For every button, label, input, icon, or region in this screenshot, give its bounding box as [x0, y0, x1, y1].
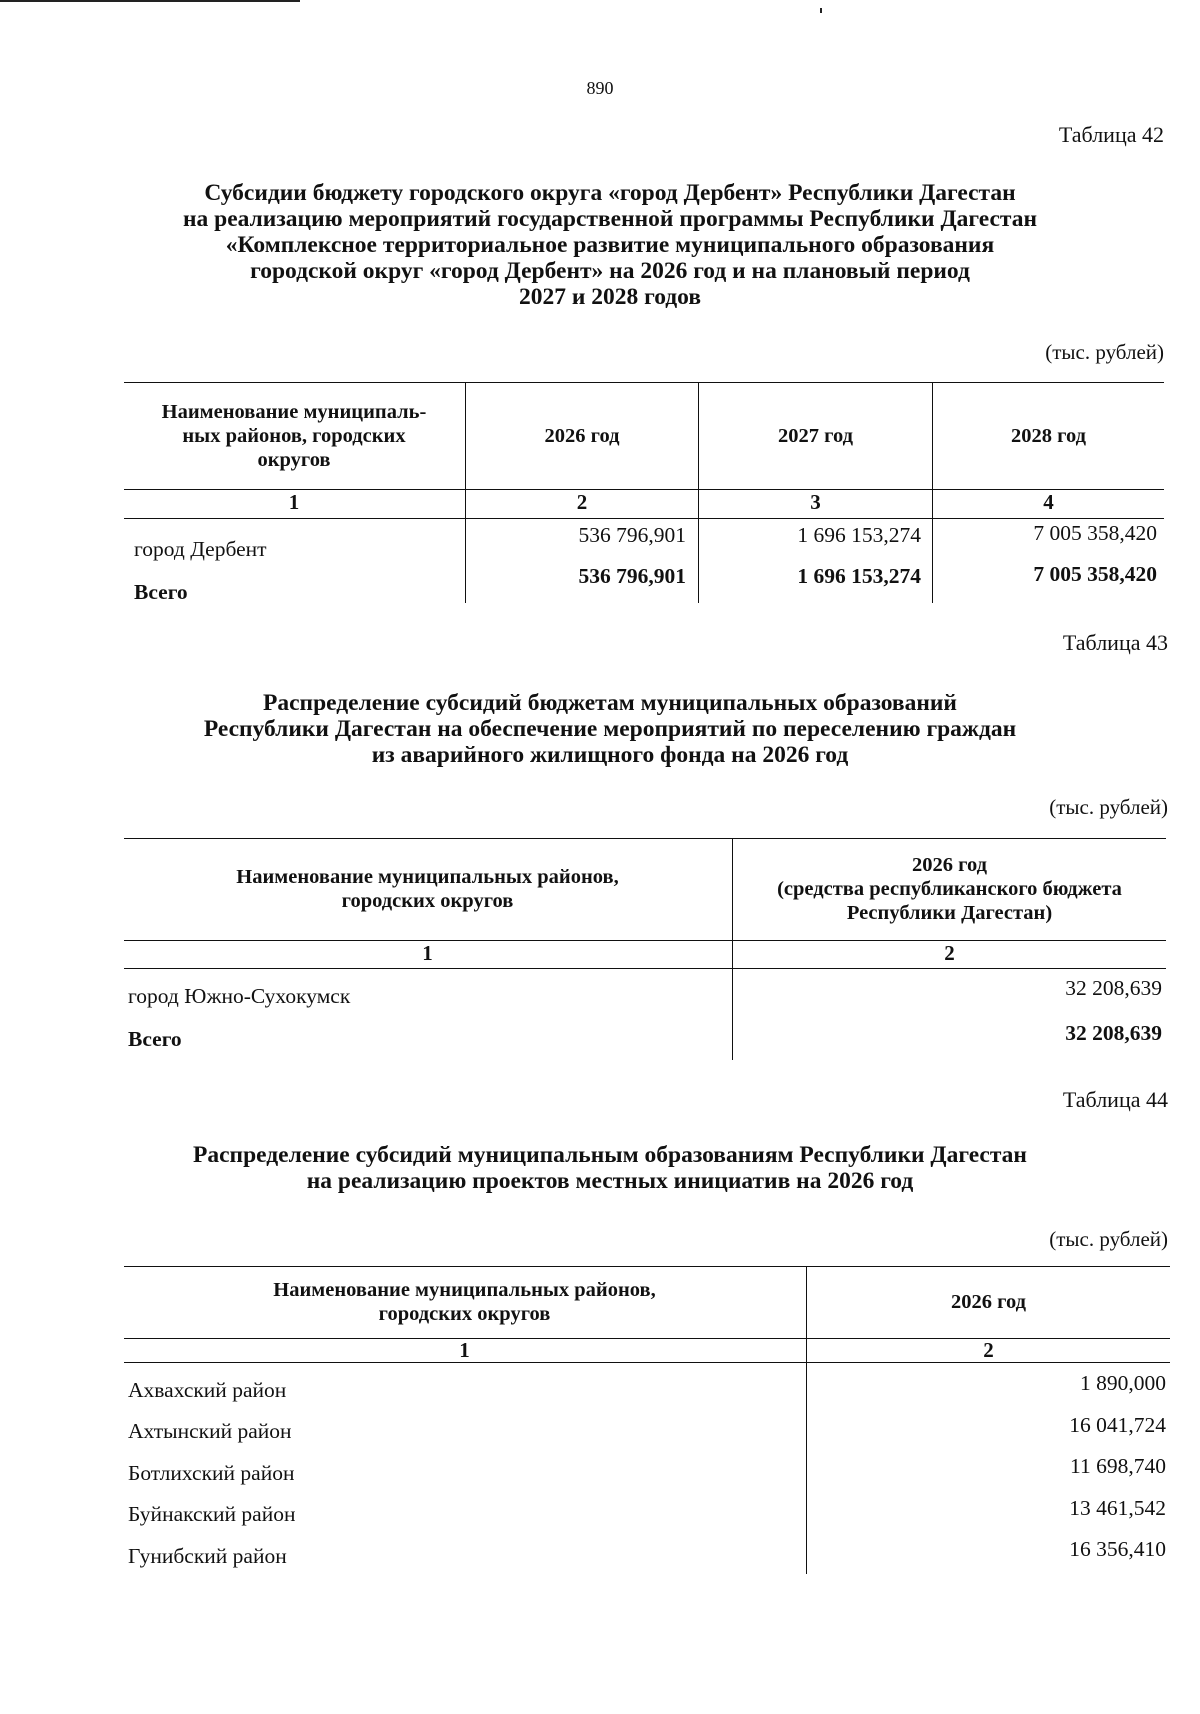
- column-number: 2: [576, 490, 588, 514]
- scan-artifact: [820, 8, 822, 13]
- row-value: 536 796,901: [578, 523, 686, 547]
- total-value: 536 796,901: [578, 564, 686, 588]
- row-name: Гунибский район: [128, 1544, 287, 1568]
- total-label: Всего: [134, 580, 188, 604]
- total-value: 32 208,639: [1065, 1021, 1162, 1045]
- column-header: Наименование муниципальных районов, городских округов: [273, 1279, 656, 1325]
- column-header: 2026 год: [544, 425, 620, 447]
- column-header: 2026 год (средства республиканского бюджета Республики Дагестан): [777, 854, 1122, 924]
- total-label: Всего: [128, 1027, 182, 1051]
- title-line: на реализацию мероприятий государственной программы Республики Дагестан: [183, 206, 1037, 232]
- title-line: «Комплексное территориальное развитие муниципального образования: [225, 232, 995, 258]
- row-value: 1 890,000: [1080, 1371, 1166, 1395]
- column-number: 1: [459, 1338, 470, 1362]
- column-number: 2: [944, 941, 955, 965]
- title-line: Субсидии бюджету городского округа «город Дербент» Республики Дагестан: [204, 180, 1016, 206]
- row-value: 11 698,740: [1070, 1454, 1166, 1478]
- column-number: 4: [1043, 490, 1054, 514]
- title-line: Распределение субсидий муниципальным образованиям Республики Дагестан: [193, 1142, 1027, 1168]
- title-line: Распределение субсидий бюджетам муниципальных образований: [263, 690, 957, 716]
- row-name: Ахвахский район: [128, 1378, 287, 1402]
- row-name: город Дербент: [134, 537, 267, 561]
- row-value: 32 208,639: [1065, 976, 1162, 1000]
- table-title: [80, 690, 1140, 768]
- scan-artifact: [0, 0, 300, 2]
- page-number: 890: [586, 78, 614, 98]
- column-header: 2027 год: [778, 425, 853, 447]
- title-line: на реализацию проектов местных инициатив на 2026 год: [306, 1168, 914, 1194]
- column-header: 2028 год: [1011, 425, 1086, 447]
- column-number: 3: [810, 490, 821, 514]
- table-label: Таблица 44: [1062, 1087, 1168, 1112]
- row-name: Ахтынский район: [128, 1419, 292, 1443]
- column-number: 2: [983, 1338, 994, 1362]
- unit-label: (тыс. рублей): [1049, 795, 1168, 819]
- column-header: Наименование муниципаль- ных районов, городских округов: [161, 401, 427, 471]
- row-name: Ботлихский район: [128, 1461, 295, 1485]
- total-value: 7 005 358,420: [1033, 562, 1157, 586]
- table-label: Таблица 43: [1062, 630, 1168, 655]
- unit-label: (тыс. рублей): [1045, 340, 1164, 364]
- row-value: 16 356,410: [1069, 1537, 1166, 1561]
- title-line: 2027 и 2028 годов: [518, 284, 702, 310]
- row-name: город Южно-Сухокумск: [128, 984, 351, 1008]
- row-value: 16 041,724: [1069, 1413, 1166, 1437]
- row-value: 7 005 358,420: [1033, 521, 1157, 545]
- row-value: 13 461,542: [1069, 1496, 1166, 1520]
- row-value: 1 696 153,274: [797, 523, 921, 547]
- column-header: Наименование муниципальных районов, городских округов: [236, 866, 619, 912]
- column-number: 1: [422, 941, 433, 965]
- title-line: городской округ «город Дербент» на 2026 год и на плановый период: [250, 258, 970, 284]
- total-value: 1 696 153,274: [797, 564, 921, 588]
- title-line: из аварийного жилищного фонда на 2026 год: [371, 742, 849, 768]
- unit-label: (тыс. рублей): [1049, 1227, 1168, 1251]
- column-header: 2026 год: [951, 1291, 1026, 1313]
- column-number: 1: [288, 490, 300, 514]
- table-label: Таблица 42: [1058, 122, 1164, 147]
- row-name: Буйнакский район: [128, 1502, 296, 1526]
- table-title: [80, 180, 1140, 310]
- table-title: [80, 1142, 1140, 1194]
- title-line: Республики Дагестан на обеспечение мероприятий по переселению граждан: [203, 716, 1017, 742]
